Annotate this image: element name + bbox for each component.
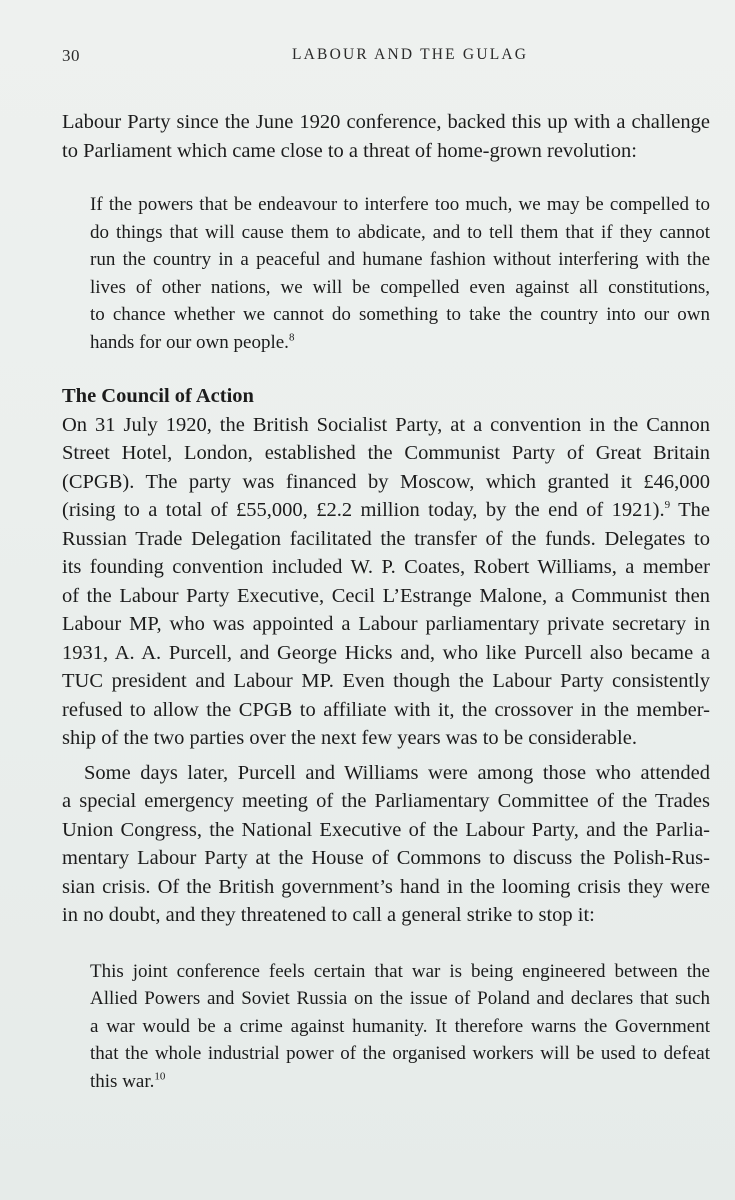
paragraph-line: mentary Labour Party at the House of Commons to discuss the Polish-Rus-	[62, 847, 710, 869]
paragraph-line: (CPGB). The party was financed by Moscow, which granted it £46,000	[62, 470, 710, 493]
paragraph-text: The	[670, 499, 710, 521]
quote-line: If the powers that be endeavour to interfere too much, we may be compelled to	[90, 194, 710, 215]
paragraph-line: its founding convention included W. P. Coates, Robert Williams, a member	[62, 556, 710, 578]
paragraph-line: On 31 July 1920, the British Socialist Party, at a convention in the Cannon	[62, 413, 710, 436]
paragraph-line: ship of the two parties over the next few years was to be considerable.	[62, 727, 637, 749]
footnote-ref-9: 9	[664, 499, 671, 512]
paragraph-2	[62, 759, 710, 930]
quote-line: that the whole industrial power of the organised workers will be used to defeat	[90, 1043, 710, 1064]
quote-line: a war would be a crime against humanity. It therefore warns the Government	[90, 1015, 710, 1037]
quote-line: lives of other nations, we will be compelled even against all constitutions,	[90, 276, 710, 298]
block-quote-1	[62, 191, 710, 356]
footnote-ref-10: 10	[154, 1070, 166, 1083]
quote-line: to chance whether we cannot do something to take the country into our own	[90, 304, 710, 325]
paragraph-line: sian crisis. Of the British government’s hand in the looming crisis they were	[62, 875, 710, 898]
paragraph-1	[62, 411, 710, 753]
section-heading: The Council of Action	[62, 385, 254, 407]
running-head	[62, 40, 695, 70]
paragraph-text: (rising to a total of £55,000, £2.2 million today, by the end of 1921).	[62, 499, 665, 521]
quote-line: This joint conference feels certain that war is being engineered between the	[90, 960, 710, 982]
quote-line-last	[90, 329, 710, 357]
paragraph-line: Labour MP, who was appointed a Labour parliamentary private secretary in	[62, 613, 710, 635]
paragraph-line: refused to allow the CPGB to affiliate with it, the crossover in the member-	[62, 698, 710, 721]
running-title: LABOUR AND THE GULAG	[292, 46, 529, 63]
quote-line: Allied Powers and Soviet Russia on the issue of Poland and declares that such	[90, 988, 710, 1009]
quote-text: this war.	[90, 1070, 155, 1092]
paragraph-line: in no doubt, and they threatened to call a general strike to stop it:	[62, 904, 595, 926]
quote-line-last	[90, 1068, 710, 1096]
paragraph-line: Street Hotel, London, established the Communist Party of Great Britain	[62, 442, 710, 464]
quote-text: hands for our own people.	[90, 331, 289, 353]
paragraph-line-footnote	[62, 496, 710, 525]
paragraph-line: Union Congress, the National Executive of the Labour Party, and the Parlia-	[62, 818, 710, 841]
paragraph-line: of the Labour Party Executive, Cecil L’Estrange Malone, a Communist then	[62, 584, 710, 607]
paragraph-line: TUC president and Labour MP. Even though the Labour Party consistently	[62, 670, 710, 692]
paragraph-line: 1931, A. A. Purcell, and George Hicks and, who like Purcell also became a	[62, 641, 710, 664]
quote-line: run the country in a peaceful and humane fashion without interfering with the	[90, 249, 710, 270]
intro-line: to Parliament which came close to a threat of home-grown revolution:	[62, 139, 637, 162]
block-quote-2	[62, 958, 710, 1096]
paragraph-line: Russian Trade Delegation facilitated the transfer of the funds. Delegates to	[62, 527, 710, 550]
footnote-ref-8: 8	[288, 331, 295, 344]
paragraph-line: Some days later, Purcell and Williams were among those who attended	[84, 761, 710, 784]
body-text	[62, 108, 710, 1095]
page-number: 30	[62, 46, 80, 65]
quote-line: do things that will cause them to abdicate, and to tell them that if they cannot	[90, 221, 710, 243]
intro-line: Labour Party since the June 1920 conference, backed this up with a challenge	[62, 111, 710, 133]
paragraph-line: a special emergency meeting of the Parliamentary Committee of the Trades	[62, 790, 710, 812]
